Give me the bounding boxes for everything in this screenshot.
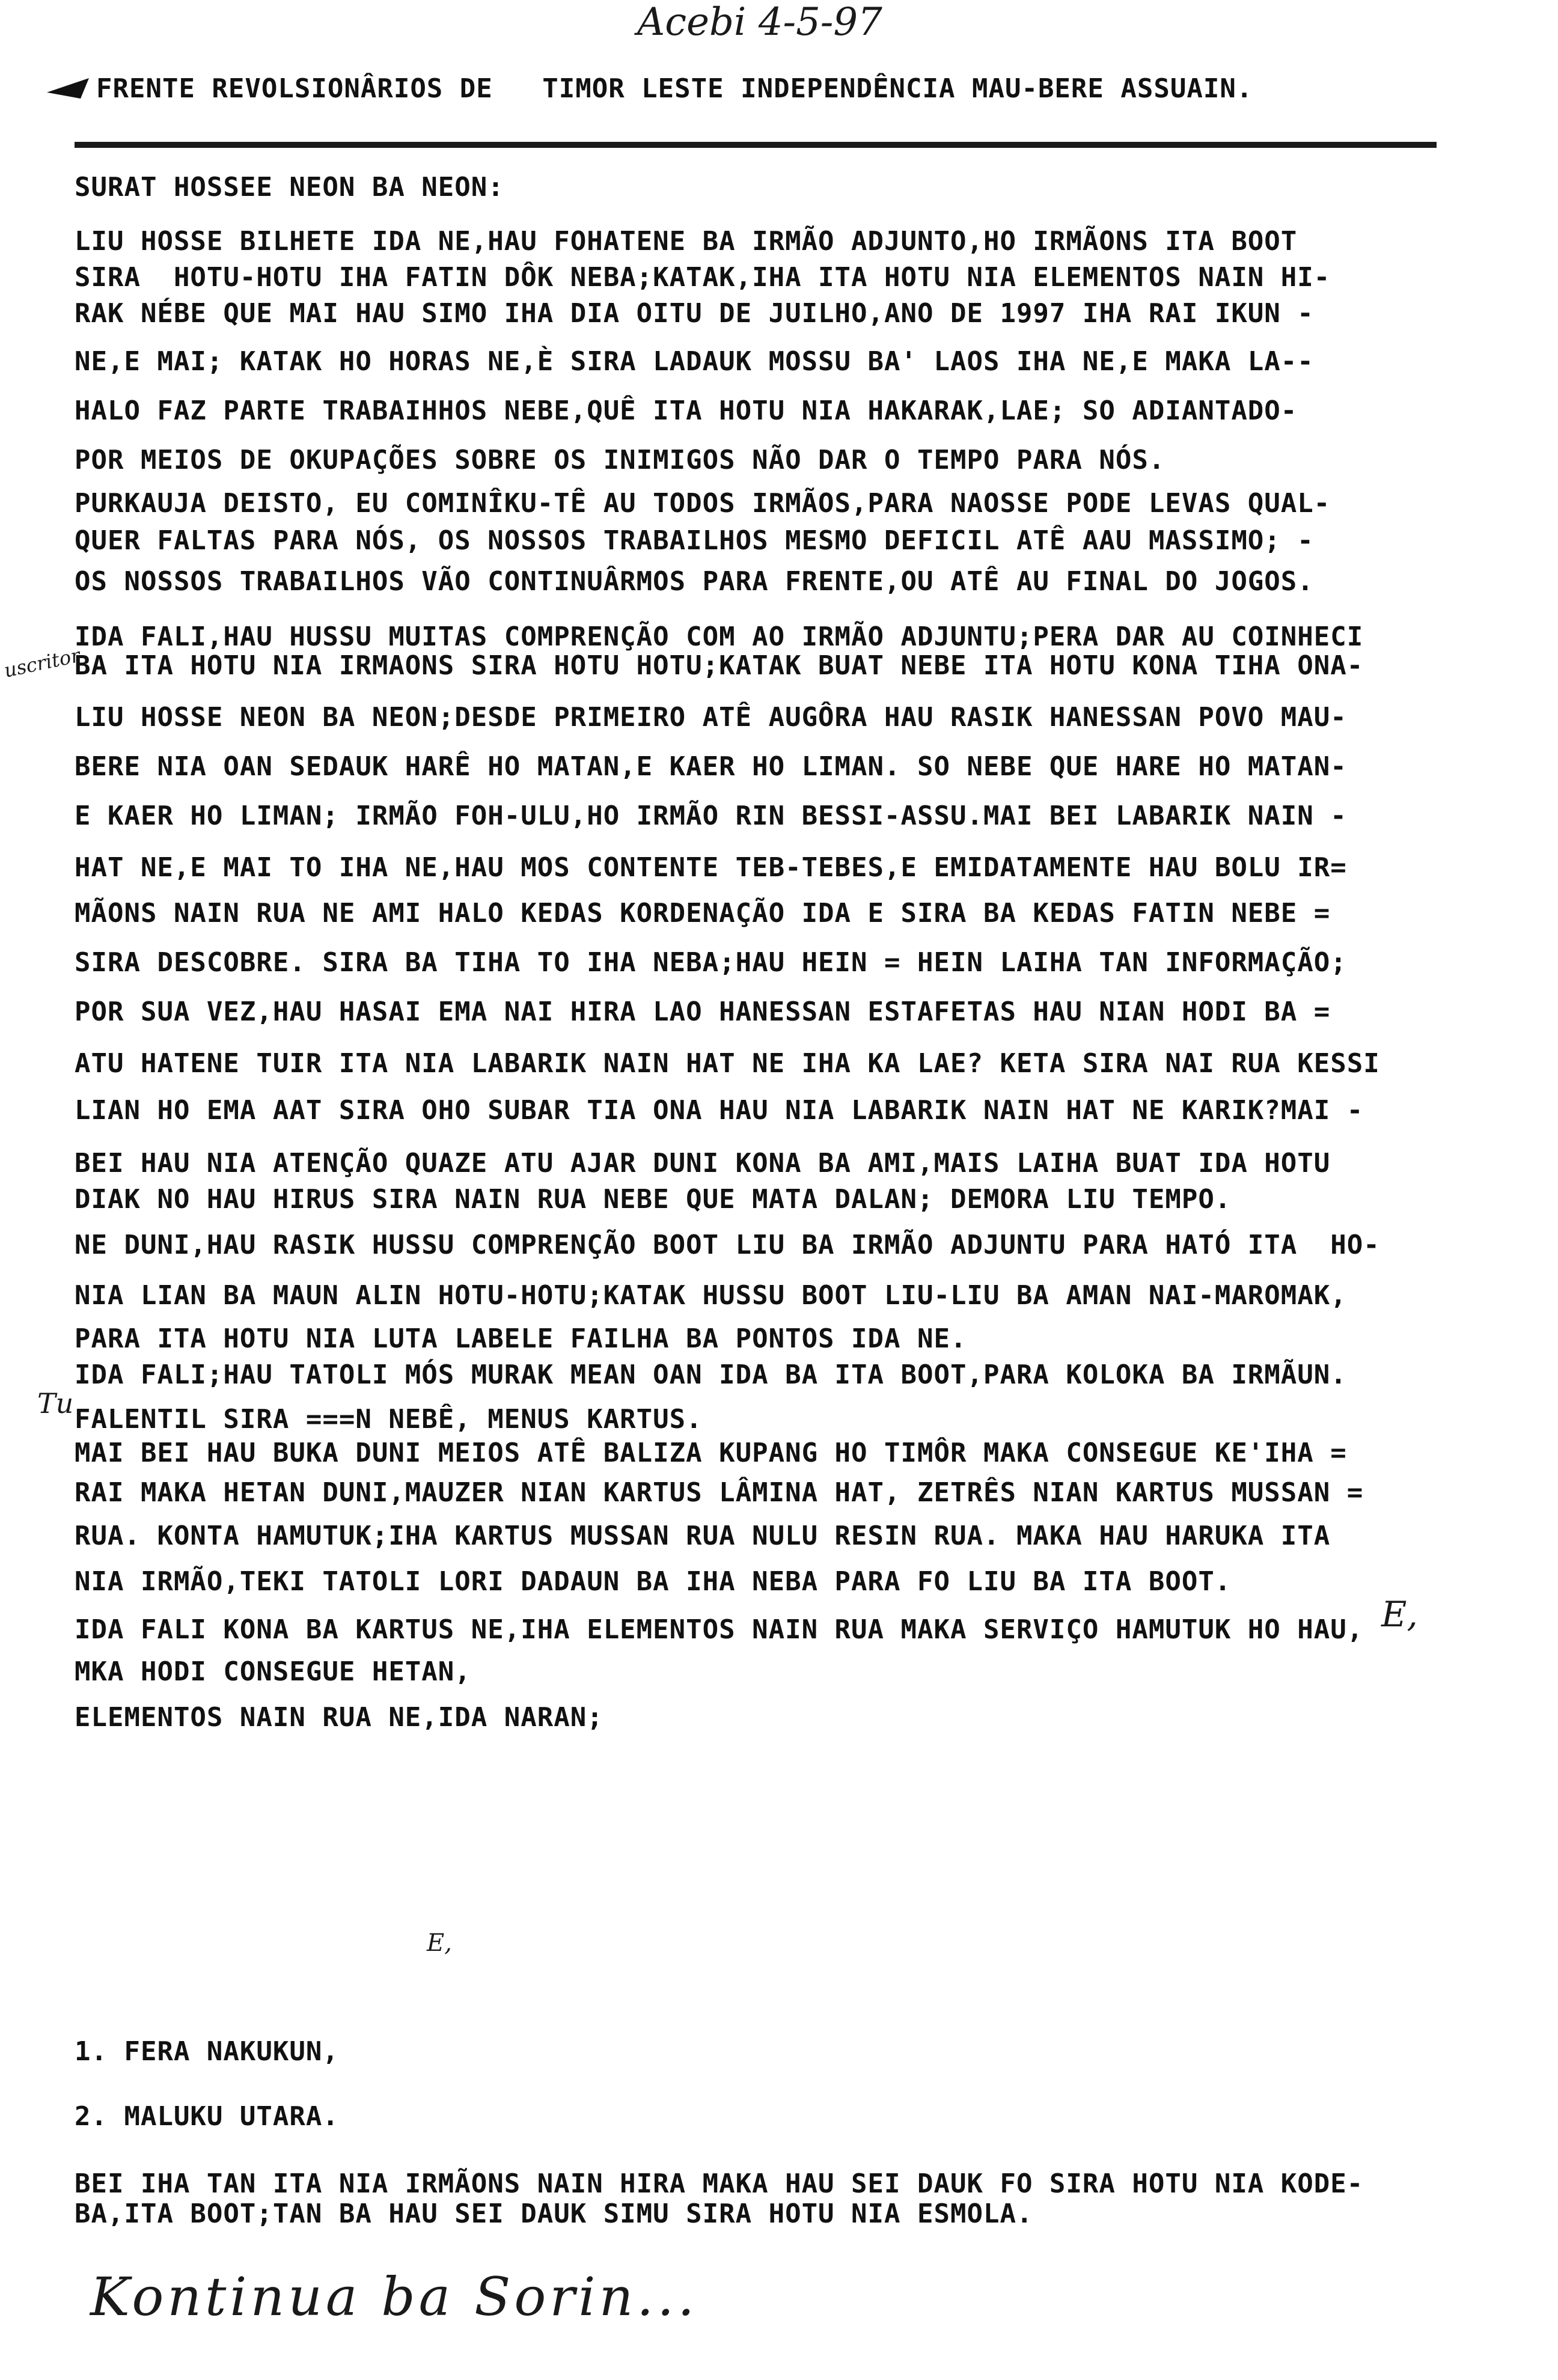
body-line: ELEMENTOS NAIN RUA NE,IDA NARAN; (75, 1702, 603, 1733)
body-line: LIU HOSSE BILHETE IDA NE,HAU FOHATENE BA IRMÃO ADJUNTO,HO IRMÃONS ITA BOOT (75, 226, 1298, 257)
handwritten-continuation-note: Kontinua ba Sorin... (90, 2266, 698, 2328)
salutation-line: SURAT HOSSEE NEON BA NEON: (75, 172, 504, 203)
handwritten-date-note: Acebi 4-5-97 (637, 0, 882, 44)
handwritten-margin-note: Tu (37, 1387, 74, 1420)
body-line: MÃONS NAIN RUA NE AMI HALO KEDAS KORDENAÇÃO IDA E SIRA BA KEDAS FATIN NEBE = (75, 898, 1331, 929)
body-line: OS NOSSOS TRABAILHOS VÃO CONTINUÂRMOS PARA FRENTE,OU ATÊ AU FINAL DO JOGOS. (75, 566, 1314, 597)
body-line: NE,E MAI; KATAK HO HORAS NE,È SIRA LADAUK MOSSU BA' LAOS IHA NE,E MAKA LA-- (75, 346, 1314, 377)
body-line: RUA. KONTA HAMUTUK;IHA KARTUS MUSSAN RUA NULU RESIN RUA. MAKA HAU HARUKA ITA (75, 1521, 1331, 1551)
list-item: 2. MALUKU UTARA. (75, 2101, 339, 2132)
body-line: BERE NIA OAN SEDAUK HARÊ HO MATAN,E KAER HO LIMAN. SO NEBE QUE HARE HO MATAN- (75, 751, 1347, 782)
body-line: IDA FALI;HAU TATOLI MÓS MURAK MEAN OAN IDA BA ITA BOOT,PARA KOLOKA BA IRMÃUN. (75, 1359, 1347, 1390)
body-line: QUER FALTAS PARA NÓS, OS NOSSOS TRABAILHOS MESMO DEFICIL ATÊ AAU MASSIMO; - (75, 525, 1314, 556)
body-line: RAK NÉBE QUE MAI HAU SIMO IHA DIA OITU DE JUILHO,ANO DE 1997 IHA RAI IKUN - (75, 298, 1314, 329)
body-line: BEI HAU NIA ATENÇÃO QUAZE ATU AJAR DUNI KONA BA AMI,MAIS LAIHA BUAT IDA HOTU (75, 1148, 1331, 1179)
body-line: BA ITA HOTU NIA IRMAONS SIRA HOTU HOTU;KATAK BUAT NEBE ITA HOTU KONA TIHA ONA- (75, 650, 1364, 681)
body-line: E KAER HO LIMAN; IRMÃO FOH-ULU,HO IRMÃO RIN BESSI-ASSU.MAI BEI LABARIK NAIN - (75, 801, 1347, 831)
body-line: HALO FAZ PARTE TRABAIHHOS NEBE,QUÊ ITA HOTU NIA HAKARAK,LAE; SO ADIANTADO- (75, 395, 1298, 426)
body-line: NE DUNI,HAU RASIK HUSSU COMPRENÇÃO BOOT LIU BA IRMÃO ADJUNTU PARA HATÓ ITA HO- (75, 1230, 1380, 1260)
body-line: NIA LIAN BA MAUN ALIN HOTU-HOTU;KATAK HUSSU BOOT LIU-LIU BA AMAN NAI-MAROMAK, (75, 1280, 1347, 1311)
body-line: SIRA HOTU-HOTU IHA FATIN DÔK NEBA;KATAK,IHA ITA HOTU NIA ELEMENTOS NAIN HI- (75, 262, 1331, 293)
handwritten-correction: E, (1381, 1594, 1418, 1635)
body-line: POR SUA VEZ,HAU HASAI EMA NAI HIRA LAO HANESSAN ESTAFETAS HAU NIAN HODI BA = (75, 996, 1331, 1027)
body-line: POR MEIOS DE OKUPAÇÕES SOBRE OS INIMIGOS NÃO DAR O TEMPO PARA NÓS. (75, 445, 1165, 475)
body-line: FALENTIL SIRA ===N NEBÊ, MENUS KARTUS. (75, 1404, 703, 1435)
body-line: LIU HOSSE NEON BA NEON;DESDE PRIMEIRO ATÊ AUGÔRA HAU RASIK HANESSAN POVO MAU- (75, 702, 1347, 733)
body-line: RAI MAKA HETAN DUNI,MAUZER NIAN KARTUS LÂMINA HAT, ZETRÊS NIAN KARTUS MUSSAN = (75, 1477, 1364, 1508)
list-item: 1. FERA NAKUKUN, (75, 2036, 339, 2067)
body-line: LIAN HO EMA AAT SIRA OHO SUBAR TIA ONA HAU NIA LABARIK NAIN HAT NE KARIK?MAI - (75, 1095, 1364, 1126)
header-rule (75, 142, 1437, 148)
body-line: DIAK NO HAU HIRUS SIRA NAIN RUA NEBE QUE MATA DALAN; DEMORA LIU TEMPO. (75, 1184, 1232, 1215)
closing-line: BEI IHA TAN ITA NIA IRMÃONS NAIN HIRA MAKA HAU SEI DAUK FO SIRA HOTU NIA KODE- (75, 2168, 1364, 2199)
handwritten-correction: E, (427, 1929, 452, 1957)
body-line: MKA HODI CONSEGUE HETAN, (75, 1656, 471, 1687)
body-line: PARA ITA HOTU NIA LUTA LABELE FAILHA BA PONTOS IDA NE. (75, 1323, 967, 1354)
body-line: SIRA DESCOBRE. SIRA BA TIHA TO IHA NEBA;HAU HEIN = HEIN LAIHA TAN INFORMAÇÃO; (75, 947, 1347, 978)
closing-line: BA,ITA BOOT;TAN BA HAU SEI DAUK SIMU SIRA HOTU NIA ESMOLA. (75, 2198, 1033, 2229)
ink-arrow-mark (47, 78, 89, 99)
body-line: ATU HATENE TUIR ITA NIA LABARIK NAIN HAT NE IHA KA LAE? KETA SIRA NAI RUA KESSI (75, 1048, 1380, 1079)
document-header: FRENTE REVOLSIONÂRIOS DE TIMOR LESTE INDEPENDÊNCIA MAU-BERE ASSUAIN. (96, 73, 1253, 104)
handwritten-margin-note: uscritor (2, 644, 82, 682)
body-line: IDA FALI KONA BA KARTUS NE,IHA ELEMENTOS NAIN RUA MAKA SERVIÇO HAMUTUK HO HAU, (75, 1614, 1364, 1645)
body-line: IDA FALI,HAU HUSSU MUITAS COMPRENÇÃO COM AO IRMÃO ADJUNTU;PERA DAR AU COINHECI (75, 621, 1364, 652)
body-line: HAT NE,E MAI TO IHA NE,HAU MOS CONTENTE TEB-TEBES,E EMIDATAMENTE HAU BOLU IR= (75, 852, 1347, 883)
body-line: PURKAUJA DEISTO, EU COMINÎKU-TÊ AU TODOS IRMÃOS,PARA NAOSSE PODE LEVAS QUAL- (75, 488, 1331, 519)
body-line: MAI BEI HAU BUKA DUNI MEIOS ATÊ BALIZA KUPANG HO TIMÔR MAKA CONSEGUE KE'IHA = (75, 1438, 1347, 1468)
body-line: NIA IRMÃO,TEKI TATOLI LORI DADAUN BA IHA NEBA PARA FO LIU BA ITA BOOT. (75, 1566, 1232, 1597)
